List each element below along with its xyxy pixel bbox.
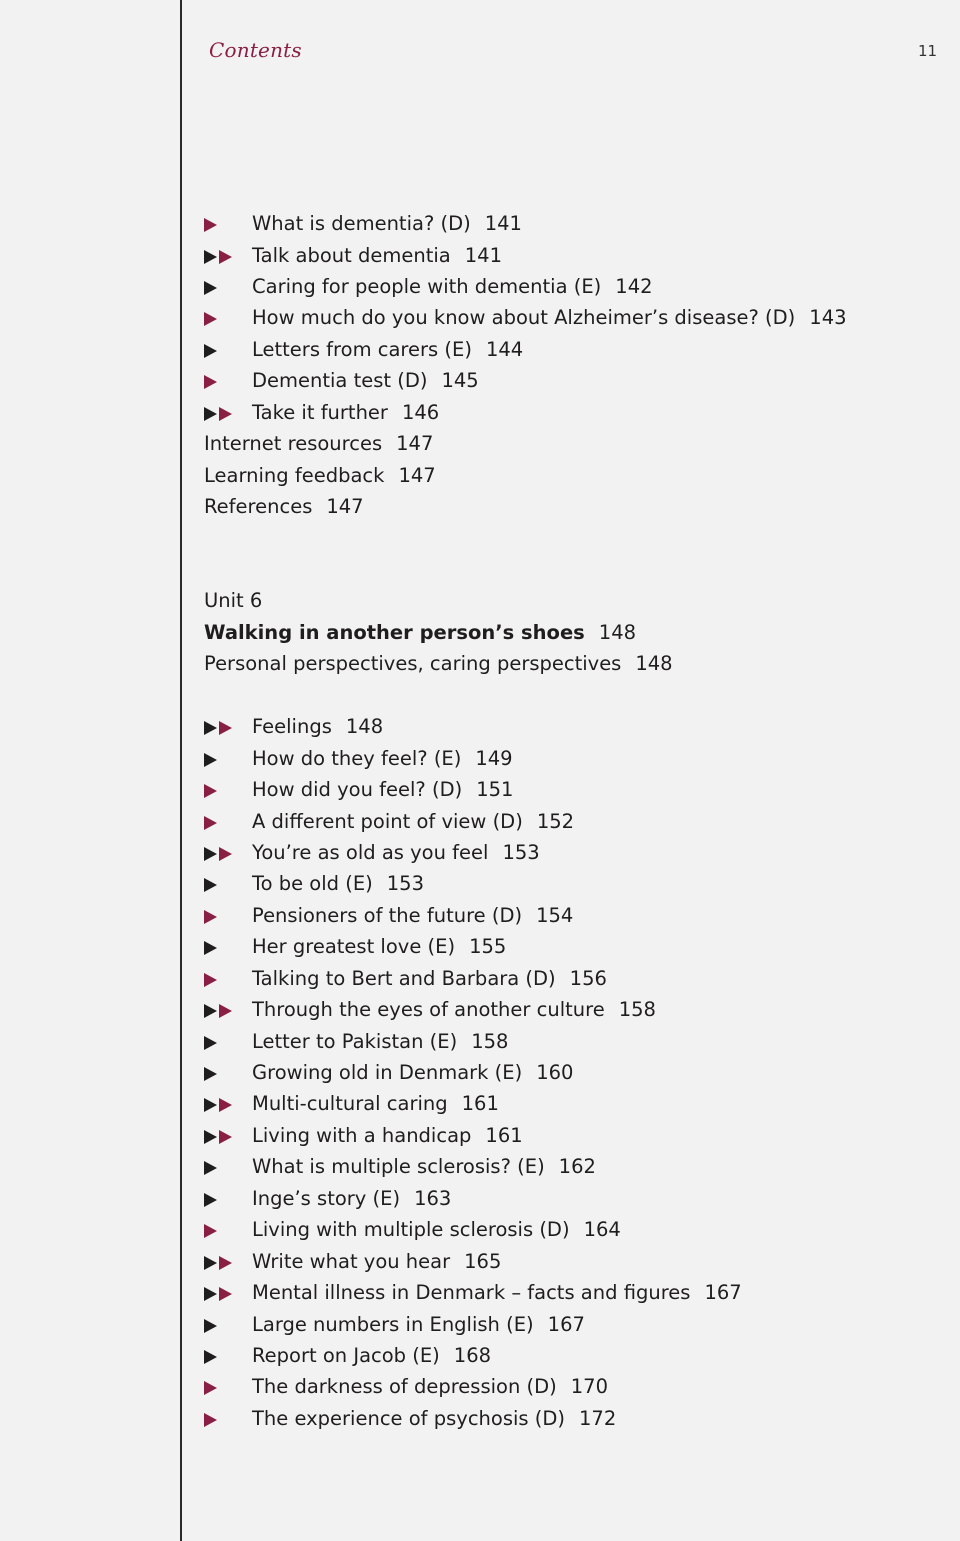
double-arrow-icon: [204, 712, 244, 742]
black-arrow-icon: [204, 1184, 244, 1214]
entry-page: 144: [485, 338, 524, 361]
black-arrow-icon: [204, 932, 244, 962]
entry-page: 152: [536, 810, 575, 833]
red-arrow-icon: [204, 209, 244, 239]
entry-page: 145: [441, 369, 479, 392]
entry-page: 148: [345, 715, 384, 738]
entry-page: 147: [326, 495, 364, 518]
entry-title: Take it further: [252, 401, 388, 424]
entry-title: References: [204, 495, 313, 518]
red-arrow-icon: [204, 366, 244, 396]
entry-page: 146: [401, 401, 440, 424]
double-arrow-icon: [204, 1089, 244, 1119]
black-arrow-icon: [204, 869, 244, 899]
unit-subtitle-text: Personal perspectives, caring perspectives: [204, 652, 622, 675]
entry-title: Multi-cultural caring: [252, 1092, 448, 1115]
entry-title: Write what you hear: [252, 1250, 451, 1273]
black-arrow-icon: [204, 744, 244, 774]
black-arrow-icon: [204, 1310, 244, 1340]
double-arrow-icon: [204, 1247, 244, 1277]
double-arrow-icon: [204, 1278, 244, 1308]
entry-page: 149: [475, 747, 513, 770]
entry-page: 153: [502, 841, 540, 864]
entry-title: Letter to Pakistan (E): [252, 1030, 458, 1053]
entry-page: 141: [464, 244, 502, 267]
black-arrow-icon: [204, 272, 244, 302]
entry-title: Mental illness in Denmark – facts and figures: [252, 1281, 691, 1304]
entry-title: How do they feel? (E): [252, 747, 462, 770]
entry-title: You’re as old as you feel: [252, 841, 489, 864]
entry-page: 147: [396, 432, 434, 455]
entry-title: Talk about dementia: [252, 244, 451, 267]
entry-page: 170: [570, 1375, 608, 1398]
entry-page: 164: [583, 1218, 621, 1241]
double-arrow-icon: [204, 838, 244, 868]
entry-title: Letters from carers (E): [252, 338, 472, 361]
entry-page: 167: [547, 1313, 585, 1336]
entry-title: How did you feel? (D): [252, 778, 463, 801]
entry-page: 148: [635, 652, 673, 675]
entry-title: Internet resources: [204, 432, 383, 455]
entry-page: 153: [386, 872, 424, 895]
unit-title-text: Walking in another person’s shoes: [204, 621, 585, 644]
page-number: 11: [918, 42, 938, 60]
black-arrow-icon: [204, 1058, 244, 1088]
entry-page: 151: [476, 778, 514, 801]
entry-page: 165: [464, 1250, 502, 1273]
red-arrow-icon: [204, 1404, 244, 1434]
black-arrow-icon: [204, 335, 244, 365]
double-arrow-icon: [204, 995, 244, 1025]
red-arrow-icon: [204, 303, 244, 333]
red-arrow-icon: [204, 1372, 244, 1402]
entry-title: Living with multiple sclerosis (D): [252, 1218, 570, 1241]
entry-title: What is multiple sclerosis? (E): [252, 1155, 545, 1178]
entry-title: What is dementia? (D): [252, 212, 471, 235]
entry-page: 168: [453, 1344, 492, 1367]
double-arrow-icon: [204, 1121, 244, 1151]
entry-page: 148: [598, 621, 637, 644]
entry-title: The darkness of depression (D): [252, 1375, 557, 1398]
entry-page: 142: [615, 275, 653, 298]
entry-title: How much do you know about Alzheimer’s disease? (D): [252, 306, 796, 329]
entry-title: Growing old in Denmark (E): [252, 1061, 523, 1084]
entry-page: 141: [484, 212, 522, 235]
entry-page: 147: [398, 464, 436, 487]
black-arrow-icon: [204, 1152, 244, 1182]
entry-title: Dementia test (D): [252, 369, 428, 392]
red-arrow-icon: [204, 807, 244, 837]
margin-rule: [180, 0, 182, 1541]
entry-title: Her greatest love (E): [252, 935, 456, 958]
entry-title: Pensioners of the future (D): [252, 904, 523, 927]
entry-page: 154: [536, 904, 574, 927]
running-head: Contents: [209, 38, 302, 62]
entry-title: Feelings: [252, 715, 332, 738]
entry-title: Talking to Bert and Barbara (D): [252, 967, 556, 990]
red-arrow-icon: [204, 964, 244, 994]
entry-title: To be old (E): [252, 872, 373, 895]
black-arrow-icon: [204, 1027, 244, 1057]
entry-page: 162: [558, 1155, 596, 1178]
entry-page: 172: [579, 1407, 617, 1430]
entry-title: The experience of psychosis (D): [252, 1407, 565, 1430]
entry-title: Inge’s story (E): [252, 1187, 401, 1210]
black-arrow-icon: [204, 1341, 244, 1371]
entry-page: 156: [569, 967, 607, 990]
entry-page: 161: [485, 1124, 523, 1147]
entry-page: 143: [809, 306, 847, 329]
entry-page: 163: [414, 1187, 452, 1210]
entry-title: Caring for people with dementia (E): [252, 275, 602, 298]
double-arrow-icon: [204, 241, 244, 271]
entry-title: Report on Jacob (E): [252, 1344, 440, 1367]
red-arrow-icon: [204, 775, 244, 805]
entry-title: Large numbers in English (E): [252, 1313, 534, 1336]
red-arrow-icon: [204, 901, 244, 931]
entry-title: Living with a handicap: [252, 1124, 472, 1147]
entry-title: A different point of view (D): [252, 810, 523, 833]
entry-page: 155: [469, 935, 507, 958]
entry-page: 158: [618, 998, 656, 1021]
entry-page: 161: [461, 1092, 499, 1115]
entry-title: Through the eyes of another culture: [252, 998, 605, 1021]
entry-title: Learning feedback: [204, 464, 385, 487]
entry-page: 158: [471, 1030, 509, 1053]
double-arrow-icon: [204, 398, 244, 428]
entry-page: 160: [536, 1061, 574, 1084]
red-arrow-icon: [204, 1215, 244, 1245]
entry-page: 167: [704, 1281, 742, 1304]
